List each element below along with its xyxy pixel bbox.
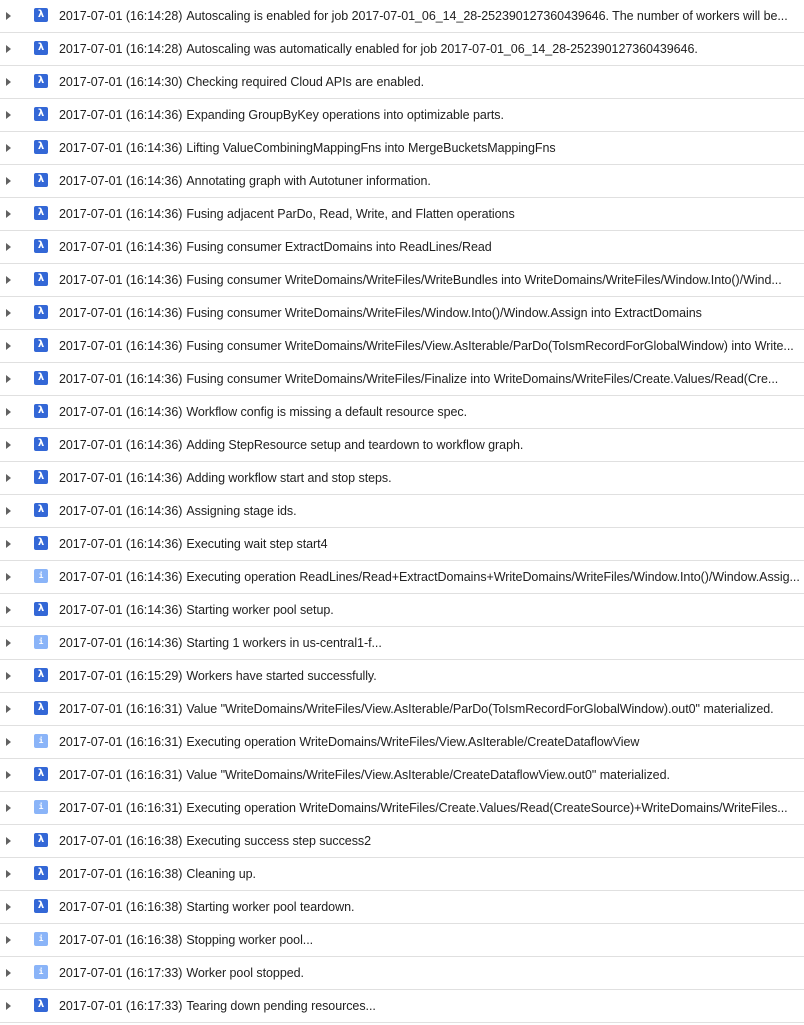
log-entry-timestamp: 2017-07-01 (16:14:36) (59, 603, 183, 617)
log-entry-row-11[interactable] (0, 330, 804, 363)
expand-arrow-icon[interactable] (6, 375, 11, 383)
log-entry-text (59, 8, 800, 24)
debug-severity-icon: λ (34, 998, 48, 1012)
log-entry-message: Worker pool stopped. (186, 966, 304, 980)
debug-severity-icon: λ (34, 833, 48, 847)
expand-arrow-icon[interactable] (6, 45, 11, 53)
log-entry-text (59, 371, 800, 387)
debug-severity-icon: λ (34, 668, 48, 682)
log-entry-text (59, 404, 800, 420)
debug-severity-icon: λ (34, 767, 48, 781)
debug-severity-icon: λ (34, 272, 48, 286)
log-entry-timestamp: 2017-07-01 (16:14:36) (59, 504, 183, 518)
log-entry-message: Executing wait step start4 (186, 537, 328, 551)
log-entry-message: Executing operation WriteDomains/WriteFiles/Create.Values/Read(CreateSource)+WriteDomains/WriteFiles... (186, 801, 788, 815)
log-entry-row-10[interactable] (0, 297, 804, 330)
debug-severity-icon: λ (34, 437, 48, 451)
expand-arrow-icon[interactable] (6, 342, 11, 350)
log-entry-timestamp: 2017-07-01 (16:14:28) (59, 9, 183, 23)
log-entry-text (59, 437, 800, 453)
debug-severity-icon: λ (34, 173, 48, 187)
info-severity-icon: i (34, 635, 48, 649)
expand-arrow-icon[interactable] (6, 309, 11, 317)
log-entry-text (59, 239, 800, 255)
debug-severity-icon: λ (34, 371, 48, 385)
expand-arrow-icon[interactable] (6, 78, 11, 86)
log-entry-row-1[interactable] (0, 0, 804, 33)
log-entry-timestamp: 2017-07-01 (16:16:38) (59, 867, 183, 881)
log-entry-timestamp: 2017-07-01 (16:14:36) (59, 273, 183, 287)
log-entry-timestamp: 2017-07-01 (16:15:29) (59, 669, 183, 683)
log-entry-message: Assigning stage ids. (186, 504, 297, 518)
debug-severity-icon: λ (34, 866, 48, 880)
log-entry-text (59, 74, 800, 90)
log-entry-message: Fusing consumer WriteDomains/WriteFiles/Finalize into WriteDomains/WriteFiles/Create.Values/Read(Cre... (186, 372, 779, 386)
expand-arrow-icon[interactable] (6, 408, 11, 416)
debug-severity-icon: λ (34, 305, 48, 319)
log-entry-timestamp: 2017-07-01 (16:14:36) (59, 636, 183, 650)
info-severity-icon: i (34, 734, 48, 748)
debug-severity-icon: λ (34, 74, 48, 88)
info-severity-icon: i (34, 932, 48, 946)
debug-severity-icon: λ (34, 701, 48, 715)
expand-arrow-icon[interactable] (6, 606, 11, 614)
log-entry-message: Executing operation ReadLines/Read+ExtractDomains+WriteDomains/WriteFiles/Window.Into()/Window.Assig... (186, 570, 800, 584)
log-entry-timestamp: 2017-07-01 (16:14:36) (59, 438, 183, 452)
expand-arrow-icon[interactable] (6, 771, 11, 779)
log-entry-text (59, 569, 800, 585)
log-entry-row-15[interactable] (0, 462, 804, 495)
log-entry-message: Fusing consumer WriteDomains/WriteFiles/Window.Into()/Window.Assign into ExtractDomains (186, 306, 702, 320)
debug-severity-icon: λ (34, 8, 48, 22)
log-entry-message: Expanding GroupByKey operations into optimizable parts. (186, 108, 504, 122)
log-entry-message: Cleaning up. (186, 867, 256, 881)
expand-arrow-icon[interactable] (6, 12, 11, 20)
log-entry-row-3[interactable] (0, 66, 804, 99)
log-entry-text (59, 701, 800, 717)
expand-arrow-icon[interactable] (6, 639, 11, 647)
log-entry-message: Value "WriteDomains/WriteFiles/View.AsIterable/ParDo(ToIsmRecordForGlobalWindow).out0" materialized. (186, 702, 774, 716)
expand-arrow-icon[interactable] (6, 969, 11, 977)
log-entry-text (59, 41, 800, 57)
expand-arrow-icon[interactable] (6, 243, 11, 251)
log-entry-message: Starting 1 workers in us-central1-f... (186, 636, 382, 650)
log-entry-row-2[interactable] (0, 33, 804, 66)
expand-arrow-icon[interactable] (6, 111, 11, 119)
log-entry-row-9[interactable] (0, 264, 804, 297)
log-entry-message: Stopping worker pool... (186, 933, 314, 947)
log-entry-message: Adding workflow start and stop steps. (186, 471, 392, 485)
log-entry-message: Workflow config is missing a default resource spec. (186, 405, 468, 419)
expand-arrow-icon[interactable] (6, 1002, 11, 1010)
log-entry-text (59, 833, 800, 849)
info-severity-icon: i (34, 800, 48, 814)
log-entry-row-13[interactable] (0, 396, 804, 429)
log-entry-row-16[interactable] (0, 495, 804, 528)
log-entry-timestamp: 2017-07-01 (16:17:33) (59, 966, 183, 980)
log-entry-row-29[interactable] (0, 924, 804, 957)
log-entry-timestamp: 2017-07-01 (16:14:36) (59, 108, 183, 122)
log-entry-timestamp: 2017-07-01 (16:16:38) (59, 933, 183, 947)
debug-severity-icon: λ (34, 206, 48, 220)
log-entry-timestamp: 2017-07-01 (16:14:36) (59, 570, 183, 584)
log-entry-timestamp: 2017-07-01 (16:14:28) (59, 42, 183, 56)
info-severity-icon: i (34, 965, 48, 979)
debug-severity-icon: λ (34, 239, 48, 253)
log-entry-row-17[interactable] (0, 528, 804, 561)
expand-arrow-icon[interactable] (6, 276, 11, 284)
log-entry-message: Executing success step success2 (186, 834, 372, 848)
debug-severity-icon: λ (34, 536, 48, 550)
log-entry-row-4[interactable] (0, 99, 804, 132)
log-entry-timestamp: 2017-07-01 (16:14:36) (59, 141, 183, 155)
log-entry-timestamp: 2017-07-01 (16:14:36) (59, 372, 183, 386)
log-entry-timestamp: 2017-07-01 (16:16:38) (59, 900, 183, 914)
log-entry-text (59, 470, 800, 486)
log-entry-text (59, 338, 800, 354)
log-entry-timestamp: 2017-07-01 (16:14:36) (59, 537, 183, 551)
log-entry-text (59, 866, 800, 882)
expand-arrow-icon[interactable] (6, 870, 11, 878)
expand-arrow-icon[interactable] (6, 441, 11, 449)
log-entry-timestamp: 2017-07-01 (16:14:36) (59, 207, 183, 221)
debug-severity-icon: λ (34, 503, 48, 517)
log-entry-message: Fusing consumer ExtractDomains into ReadLines/Read (186, 240, 492, 254)
log-entry-row-18[interactable] (0, 561, 804, 594)
log-entry-timestamp: 2017-07-01 (16:14:36) (59, 471, 183, 485)
log-entry-message: Value "WriteDomains/WriteFiles/View.AsIterable/CreateDataflowView.out0" materialized. (186, 768, 670, 782)
debug-severity-icon: λ (34, 140, 48, 154)
debug-severity-icon: λ (34, 404, 48, 418)
expand-arrow-icon[interactable] (6, 936, 11, 944)
expand-arrow-icon[interactable] (6, 474, 11, 482)
expand-arrow-icon[interactable] (6, 804, 11, 812)
expand-arrow-icon[interactable] (6, 507, 11, 515)
log-entry-message: Fusing consumer WriteDomains/WriteFiles/WriteBundles into WriteDomains/WriteFiles/Window.Into()/Wind... (186, 273, 782, 287)
log-entry-timestamp: 2017-07-01 (16:16:31) (59, 768, 183, 782)
log-entry-message: Checking required Cloud APIs are enabled. (186, 75, 425, 89)
debug-severity-icon: λ (34, 107, 48, 121)
expand-arrow-icon[interactable] (6, 705, 11, 713)
info-severity-icon: i (34, 569, 48, 583)
expand-arrow-icon[interactable] (6, 903, 11, 911)
log-entry-timestamp: 2017-07-01 (16:17:33) (59, 999, 183, 1013)
debug-severity-icon: λ (34, 41, 48, 55)
log-entry-text (59, 272, 800, 288)
debug-severity-icon: λ (34, 470, 48, 484)
log-entry-timestamp: 2017-07-01 (16:16:31) (59, 702, 183, 716)
debug-severity-icon: λ (34, 899, 48, 913)
log-entry-row-24[interactable] (0, 759, 804, 792)
expand-arrow-icon[interactable] (6, 738, 11, 746)
log-entry-text (59, 965, 800, 981)
log-entry-text (59, 899, 800, 915)
expand-arrow-icon[interactable] (6, 573, 11, 581)
log-entry-message: Fusing consumer WriteDomains/WriteFiles/View.AsIterable/ParDo(ToIsmRecordForGlobalWindow) into Write... (186, 339, 794, 353)
log-entry-row-8[interactable] (0, 231, 804, 264)
log-entry-row-22[interactable] (0, 693, 804, 726)
log-entry-text (59, 173, 800, 189)
log-entry-timestamp: 2017-07-01 (16:14:36) (59, 174, 183, 188)
log-entry-row-25[interactable] (0, 792, 804, 825)
log-entry-row-19[interactable] (0, 594, 804, 627)
log-entry-timestamp: 2017-07-01 (16:14:36) (59, 339, 183, 353)
log-entry-message: Annotating graph with Autotuner information. (186, 174, 431, 188)
log-entry-text (59, 602, 800, 618)
log-entry-row-28[interactable] (0, 891, 804, 924)
log-entry-timestamp: 2017-07-01 (16:16:38) (59, 834, 183, 848)
log-entry-row-30[interactable] (0, 957, 804, 990)
log-entry-message: Starting worker pool teardown. (186, 900, 355, 914)
log-entry-text (59, 800, 800, 816)
log-entry-message: Executing operation WriteDomains/WriteFiles/View.AsIterable/CreateDataflowView (186, 735, 640, 749)
log-entry-message: Autoscaling was automatically enabled for job 2017-07-01_06_14_28-252390127360439646. (186, 42, 698, 56)
log-entry-message: Lifting ValueCombiningMappingFns into MergeBucketsMappingFns (186, 141, 556, 155)
log-entry-text (59, 536, 800, 552)
expand-arrow-icon[interactable] (6, 672, 11, 680)
log-entry-text (59, 734, 800, 750)
expand-arrow-icon[interactable] (6, 540, 11, 548)
log-entry-row-6[interactable] (0, 165, 804, 198)
log-entry-timestamp: 2017-07-01 (16:14:36) (59, 240, 183, 254)
log-entry-text (59, 206, 800, 222)
log-entry-message: Starting worker pool setup. (186, 603, 334, 617)
log-entry-text (59, 767, 800, 783)
log-entry-timestamp: 2017-07-01 (16:14:36) (59, 306, 183, 320)
log-entry-message: Workers have started successfully. (186, 669, 377, 683)
log-entry-text (59, 140, 800, 156)
log-entry-timestamp: 2017-07-01 (16:16:31) (59, 735, 183, 749)
expand-arrow-icon[interactable] (6, 144, 11, 152)
log-entry-message: Fusing adjacent ParDo, Read, Write, and Flatten operations (186, 207, 515, 221)
log-entry-row-23[interactable] (0, 726, 804, 759)
log-entry-row-5[interactable] (0, 132, 804, 165)
log-entry-text (59, 503, 800, 519)
log-entry-message: Autoscaling is enabled for job 2017-07-01_06_14_28-252390127360439646. The number of workers will be... (186, 9, 788, 23)
log-entry-text (59, 668, 800, 684)
log-entry-message: Tearing down pending resources... (186, 999, 376, 1013)
debug-severity-icon: λ (34, 338, 48, 352)
log-entry-row-12[interactable] (0, 363, 804, 396)
log-entry-row-27[interactable] (0, 858, 804, 891)
log-entry-timestamp: 2017-07-01 (16:14:36) (59, 405, 183, 419)
log-entry-row-14[interactable] (0, 429, 804, 462)
expand-arrow-icon[interactable] (6, 837, 11, 845)
log-entry-text (59, 107, 800, 123)
debug-severity-icon: λ (34, 602, 48, 616)
log-entry-row-21[interactable] (0, 660, 804, 693)
log-entry-row-20[interactable] (0, 627, 804, 660)
log-entry-timestamp: 2017-07-01 (16:14:30) (59, 75, 183, 89)
log-entry-row-7[interactable] (0, 198, 804, 231)
expand-arrow-icon[interactable] (6, 210, 11, 218)
log-entry-row-31[interactable] (0, 990, 804, 1023)
log-entry-message: Adding StepResource setup and teardown to workflow graph. (186, 438, 524, 452)
log-entry-timestamp: 2017-07-01 (16:16:31) (59, 801, 183, 815)
log-entry-row-26[interactable] (0, 825, 804, 858)
log-entry-text (59, 998, 800, 1014)
log-entry-text (59, 635, 800, 651)
expand-arrow-icon[interactable] (6, 177, 11, 185)
log-entry-text (59, 305, 800, 321)
log-entry-text (59, 932, 800, 948)
